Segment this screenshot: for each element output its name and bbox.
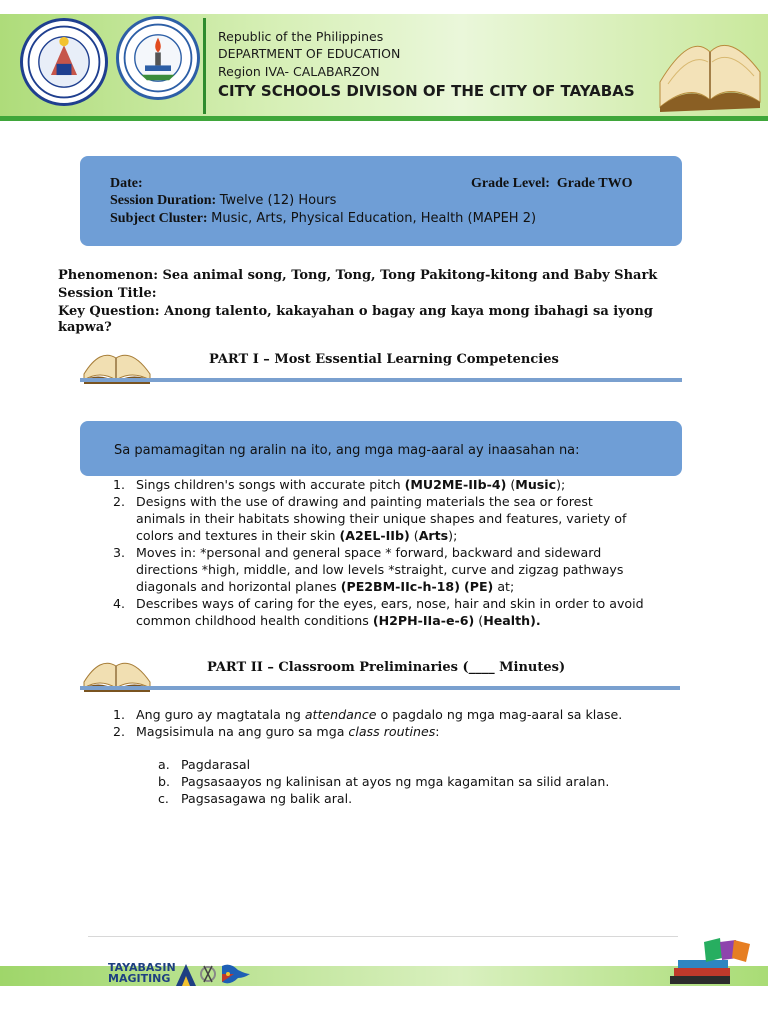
list-item xyxy=(113,476,676,493)
sublist-item-text: Pagsasaayos ng kalinisan at ayos ng mga kagamitan sa silid aralan. xyxy=(181,774,610,789)
phenomenon-line: Phenomenon: Sea animal song, Tong, Tong, Tong Pakitong-kitong and Baby Shark xyxy=(58,268,658,283)
routines-sublist xyxy=(158,756,678,807)
list-item xyxy=(113,544,676,595)
grade-level-value: Grade TWO xyxy=(556,176,633,191)
list-item-emphasis: attendance xyxy=(304,707,377,722)
part2-rule xyxy=(80,686,680,690)
list-item-number: 2. xyxy=(113,724,126,739)
footer-logo-line2: MAGITING xyxy=(108,972,171,985)
list-item-number: 3. xyxy=(113,545,126,560)
list-item xyxy=(113,706,676,723)
list-item-line: Sings children's songs with accurate pitch (MU2ME-IIb-4) (Music); xyxy=(136,477,566,492)
session-title-line: Session Title: xyxy=(58,286,157,301)
list-item-number: 1. xyxy=(113,707,126,722)
list-item-number: 2. xyxy=(113,494,126,509)
part2-title: PART II – Classroom Preliminaries (____ Minutes) xyxy=(207,660,566,675)
list-item-number: 1. xyxy=(113,477,126,492)
key-question-line-continued: kapwa? xyxy=(58,320,112,335)
subject-cluster-value: Music, Arts, Physical Education, Health (MAPEH 2) xyxy=(211,211,537,226)
list-item-line: Moves in: *personal and general space * forward, backward and sideward xyxy=(136,545,602,560)
sublist-item-letter: a. xyxy=(158,757,170,772)
sublist-item xyxy=(158,790,678,807)
footer-logo-line1: TAYABASIN xyxy=(108,961,176,974)
header-region: Region IVA- CALABARZON xyxy=(218,64,380,79)
list-item-text: Ang guro ay magtatala ng xyxy=(136,707,305,722)
sublist-item-letter: c. xyxy=(158,791,169,806)
grade-level-label: Grade Level: xyxy=(471,176,550,191)
list-item-line: directions *high, middle, and low levels *straight, curve and zigzag pathways xyxy=(136,562,624,577)
sublist-item-letter: b. xyxy=(158,774,170,789)
list-item xyxy=(113,493,676,544)
list-item-emphasis: class routines xyxy=(348,724,436,739)
list-item-line: colors and textures in their skin (A2EL-IIb) (Arts); xyxy=(136,528,458,543)
part1-rule xyxy=(80,378,682,382)
sublist-item-text: Pagsasagawa ng balik aral. xyxy=(181,791,353,806)
part1-title: PART I – Most Essential Learning Competencies xyxy=(209,352,559,367)
header-republic: Republic of the Philippines xyxy=(218,29,384,44)
sublist-item xyxy=(158,773,678,790)
sublist-item-text: Pagdarasal xyxy=(181,757,251,772)
session-duration-label: Session Duration: xyxy=(110,193,217,208)
subject-cluster xyxy=(110,211,536,227)
date-label: Date: xyxy=(110,176,143,191)
header-divider xyxy=(203,18,206,114)
footer-emblem-icons xyxy=(174,960,252,988)
list-item-line: common childhood health conditions (H2PH-IIa-e-6) (Health). xyxy=(136,613,541,628)
preliminaries-list xyxy=(113,706,676,740)
list-item-line: Designs with the use of drawing and painting materials the sea or forest xyxy=(136,494,593,509)
list-item-number: 4. xyxy=(113,596,126,611)
sublist-item xyxy=(158,756,678,773)
list-item-line: Describes ways of caring for the eyes, ears, nose, hair and skin in order to avoid xyxy=(136,596,644,611)
open-book-image xyxy=(650,12,768,112)
list-item-text: Magsisimula na ang guro sa mga xyxy=(136,724,349,739)
list-item-text: o pagdalo ng mga mag-aaral sa klase. xyxy=(376,707,623,722)
tayabasin-magiting-logo xyxy=(108,962,176,984)
stacked-books-image xyxy=(664,936,754,990)
deped-seal-logo xyxy=(20,18,108,106)
tayabas-division-seal-logo xyxy=(116,16,200,100)
list-item-text: : xyxy=(435,724,440,739)
list-item xyxy=(113,595,676,629)
list-item-line: diagonals and horizontal planes (PE2BM-IIc-h-18) (PE) at; xyxy=(136,579,515,594)
header-department: DEPARTMENT OF EDUCATION xyxy=(218,46,401,61)
list-item xyxy=(113,723,676,740)
session-duration-value: Twelve (12) Hours xyxy=(219,193,337,208)
footer-rule xyxy=(88,936,678,937)
subject-cluster-label: Subject Cluster: xyxy=(110,211,208,226)
header-green-rule xyxy=(0,116,768,121)
key-question-line: Key Question: Anong talento, kakayahan o bagay ang kaya mong ibahagi sa iyong xyxy=(58,304,653,319)
grade-level xyxy=(471,176,633,192)
header-division: CITY SCHOOLS DIVISON OF THE CITY OF TAYABAS xyxy=(218,82,635,100)
session-duration xyxy=(110,193,336,209)
list-item-line: animals in their habitats showing their unique shapes and features, variety of xyxy=(136,511,627,526)
objectives-intro-text: Sa pamamagitan ng aralin na ito, ang mga mag-aaral ay inaasahan na: xyxy=(114,443,580,458)
